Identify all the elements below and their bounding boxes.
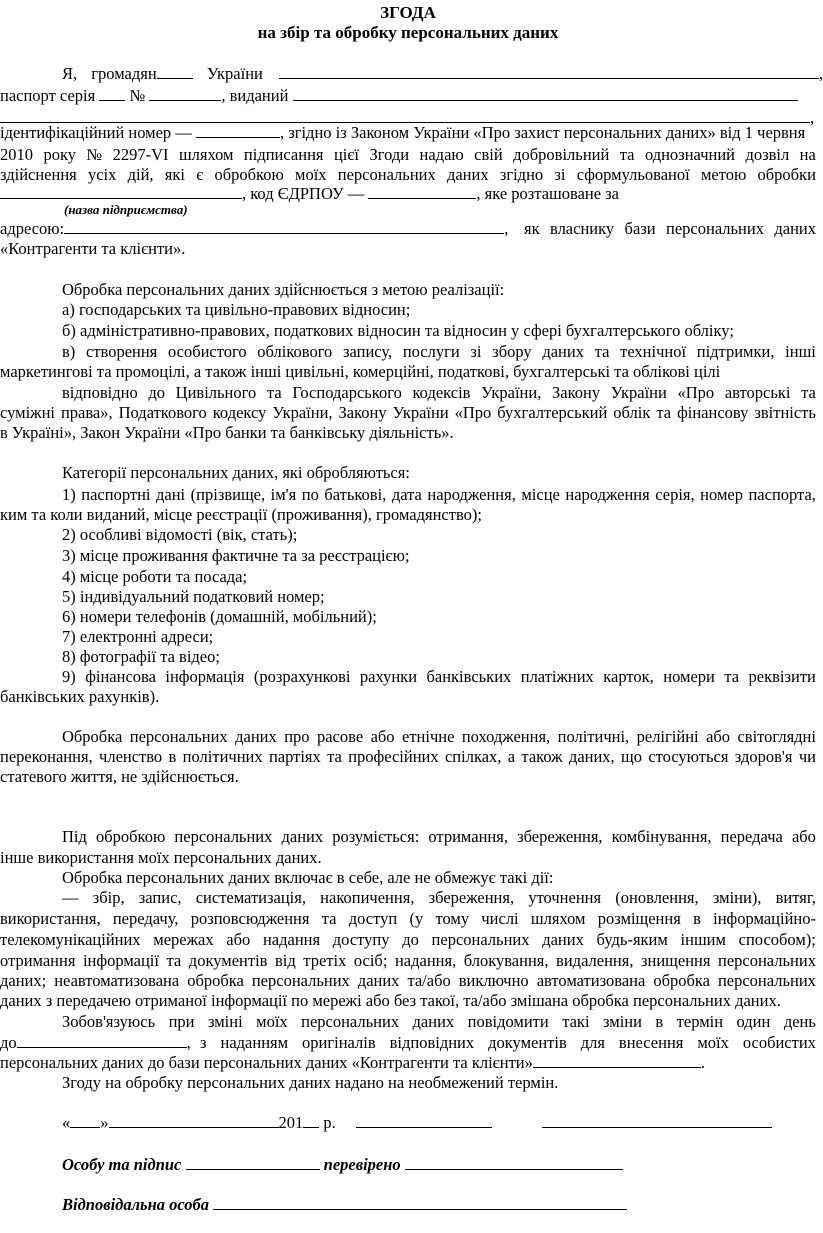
purpose-item-c-cont: маркетингові та промоцілі, а також інші цивільні, комерційні, податкові, бухгалтерські та облікові цілі	[0, 362, 721, 381]
purpose-item-a: а) господарських та цивільно-правових відносин;	[62, 300, 411, 319]
law-line: 2010 року № 2297-VI шляхом підписання цієї Згоди надаю свій добровільний та однозначний дозвіл на	[0, 145, 816, 164]
notice-deadline-field[interactable]	[17, 1032, 187, 1048]
processing-actions-6: даних з передачею отриманої інформації по мережі або без такої, та/або змішана обробка персональних даних.	[0, 991, 781, 1010]
checker-signature-field[interactable]	[186, 1154, 320, 1170]
processing-actions-1: — збір, запис, систематизація, накопичення, збереження, уточнення (оновлення, зміни), витяг,	[62, 888, 816, 907]
sensitive-data-line-3: статевого життя, не здійснюється.	[0, 767, 239, 786]
purpose-legal-basis-2: суміжні права», Податкового кодексу України, Закону України «Про бухгалтерський облік та фінансову звітність	[0, 403, 816, 422]
category-item-2: 2) особливі відомості (вік, стать);	[62, 525, 298, 544]
sensitive-data-line-1: Обробка персональних даних про расове або етнічне походження, політичні, релігійні або світоглядні	[62, 727, 816, 746]
category-item-5: 5) індивідуальний податковий номер;	[62, 587, 325, 606]
sensitive-data-line-2: переконання, членство в політичних партіях та професійних спілках, а також даних, що стосуються здоров'я чи	[0, 747, 816, 766]
edrpou-field[interactable]	[368, 183, 476, 199]
processing-actions-3: телекомунікаційних мережах або надання доступу до персональних даних будь-яким іншим способом);	[0, 930, 816, 949]
signature-field[interactable]	[356, 1112, 492, 1128]
consent-term: Згоду на обробку персональних даних надано на необмежений термін.	[62, 1073, 559, 1092]
consent-line: здійснення усіх дій, які є обробкою моїх персональних даних згідно зі сформульованої метою обробки	[0, 165, 816, 184]
passport-number-field[interactable]	[149, 85, 221, 101]
category-item-1-cont: ким та коли виданий, місце реєстрації (проживання), громадянство);	[0, 505, 482, 524]
processing-definition-cont: інше використання моїх персональних даних.	[0, 848, 322, 867]
address-field[interactable]	[64, 218, 504, 234]
issued-by-field[interactable]	[293, 85, 798, 101]
citizen-line: Я, громадян України ,	[62, 64, 823, 83]
category-item-7: 7) електронні адреси;	[62, 627, 214, 646]
responsible-person-line: Відповідальна особа	[0, 1194, 816, 1216]
company-name-field[interactable]	[0, 183, 242, 199]
year-field[interactable]	[303, 1112, 319, 1128]
full-name-field[interactable]	[279, 63, 819, 79]
day-field[interactable]	[70, 1112, 100, 1128]
responsible-person-field[interactable]	[213, 1194, 627, 1210]
purpose-legal-basis-3: в Україні», Закон України «Про банки та банківську діяльність».	[0, 423, 454, 442]
issued-by-continuation: ,	[0, 107, 816, 129]
purpose-legal-basis: відповідно до Цивільного та Господарського кодексів України, Закону України «Про авторські та	[62, 383, 816, 402]
document-title: ЗГОДА	[380, 3, 436, 22]
processing-includes: Обробка персональних даних включає в себе, але не обмежує такі дії:	[62, 868, 554, 887]
category-item-9-cont: банківських рахунків).	[0, 687, 160, 706]
category-item-1: 1) паспортні дані (прізвище, ім'я по батькові, дата народження, місце народження серія, номер паспорта,	[62, 485, 816, 504]
identity-check-line: Особу та підпис перевірено	[0, 1154, 816, 1176]
tax-id-line: ідентифікаційний номер — , згідно із Законом України «Про захист персональних даних» від 1 червня	[0, 123, 806, 142]
checker-name-field[interactable]	[405, 1154, 623, 1170]
category-item-4: 4) місце роботи та посада;	[62, 567, 248, 586]
date-line: « » 201 р.	[0, 1112, 816, 1134]
document-subtitle: на збір та обробку персональних даних	[257, 23, 559, 42]
change-notice-line-1: Зобов'язуюсь при зміні моїх персональних даних повідомити такі зміни в термін один день	[62, 1012, 816, 1031]
purpose-intro: Обробка персональних даних здійснюється з метою реалізації:	[62, 280, 505, 299]
issued-by-field-2[interactable]	[0, 107, 810, 123]
citizenship-field[interactable]	[157, 63, 193, 79]
company-name-caption: (назва підприємства)	[64, 202, 188, 217]
category-item-6: 6) номери телефонів (домашній, мобільний);	[62, 607, 377, 626]
passport-line: паспорт серія № , виданий	[0, 85, 816, 107]
processing-definition: Під обробкою персональних даних розуміється: отримання, збереження, комбінування, передача або	[62, 827, 816, 846]
categories-intro: Категорії персональних даних, які обробляються:	[62, 463, 410, 482]
passport-series-field[interactable]	[99, 85, 125, 101]
purpose-item-b: б) адміністративно-правових, податкових відносин та відносин у сфері бухгалтерського обліку;	[62, 321, 734, 340]
purpose-item-c: в) створення особистого облікового запису, послуги зі збору даних та технічної підтримки, інші	[62, 342, 816, 361]
processing-actions-2: використання, передачу, розповсюдження та доступ (у тому числі шляхом розміщення в інформаційно-	[0, 909, 816, 928]
processing-actions-5: даних; неавтоматизована обробка персональних даних та/або виключно автоматизована обробка персональних	[0, 971, 816, 990]
change-notice-line-2: до , з наданням оригіналів відповідних документів для внесення моїх особистих	[0, 1033, 816, 1052]
address-line: адресою: , як власнику бази персональних даних	[0, 219, 816, 238]
category-item-9: 9) фінансова інформація (розрахункові рахунки банківських платіжних карток, номери та реквізити	[62, 667, 816, 686]
signatory-name-field[interactable]	[542, 1112, 772, 1128]
category-item-3: 3) місце проживання фактичне та за реєстрацією;	[62, 546, 410, 565]
processing-actions-4: отримання інформації та документів від третіх осіб; надання, блокування, видалення, знищення персональних	[0, 951, 816, 970]
database-entry-field[interactable]	[533, 1052, 701, 1068]
change-notice-line-3: персональних даних до бази персональних даних «Контрагенти та клієнти» .	[0, 1053, 705, 1072]
category-item-8: 8) фотографії та відео;	[62, 647, 220, 666]
month-field[interactable]	[109, 1112, 279, 1128]
company-line: , код ЄДРПОУ — , яке розташоване за	[0, 183, 816, 205]
tax-id-field[interactable]	[196, 122, 280, 138]
database-name-line: «Контрагенти та клієнти».	[0, 239, 186, 258]
